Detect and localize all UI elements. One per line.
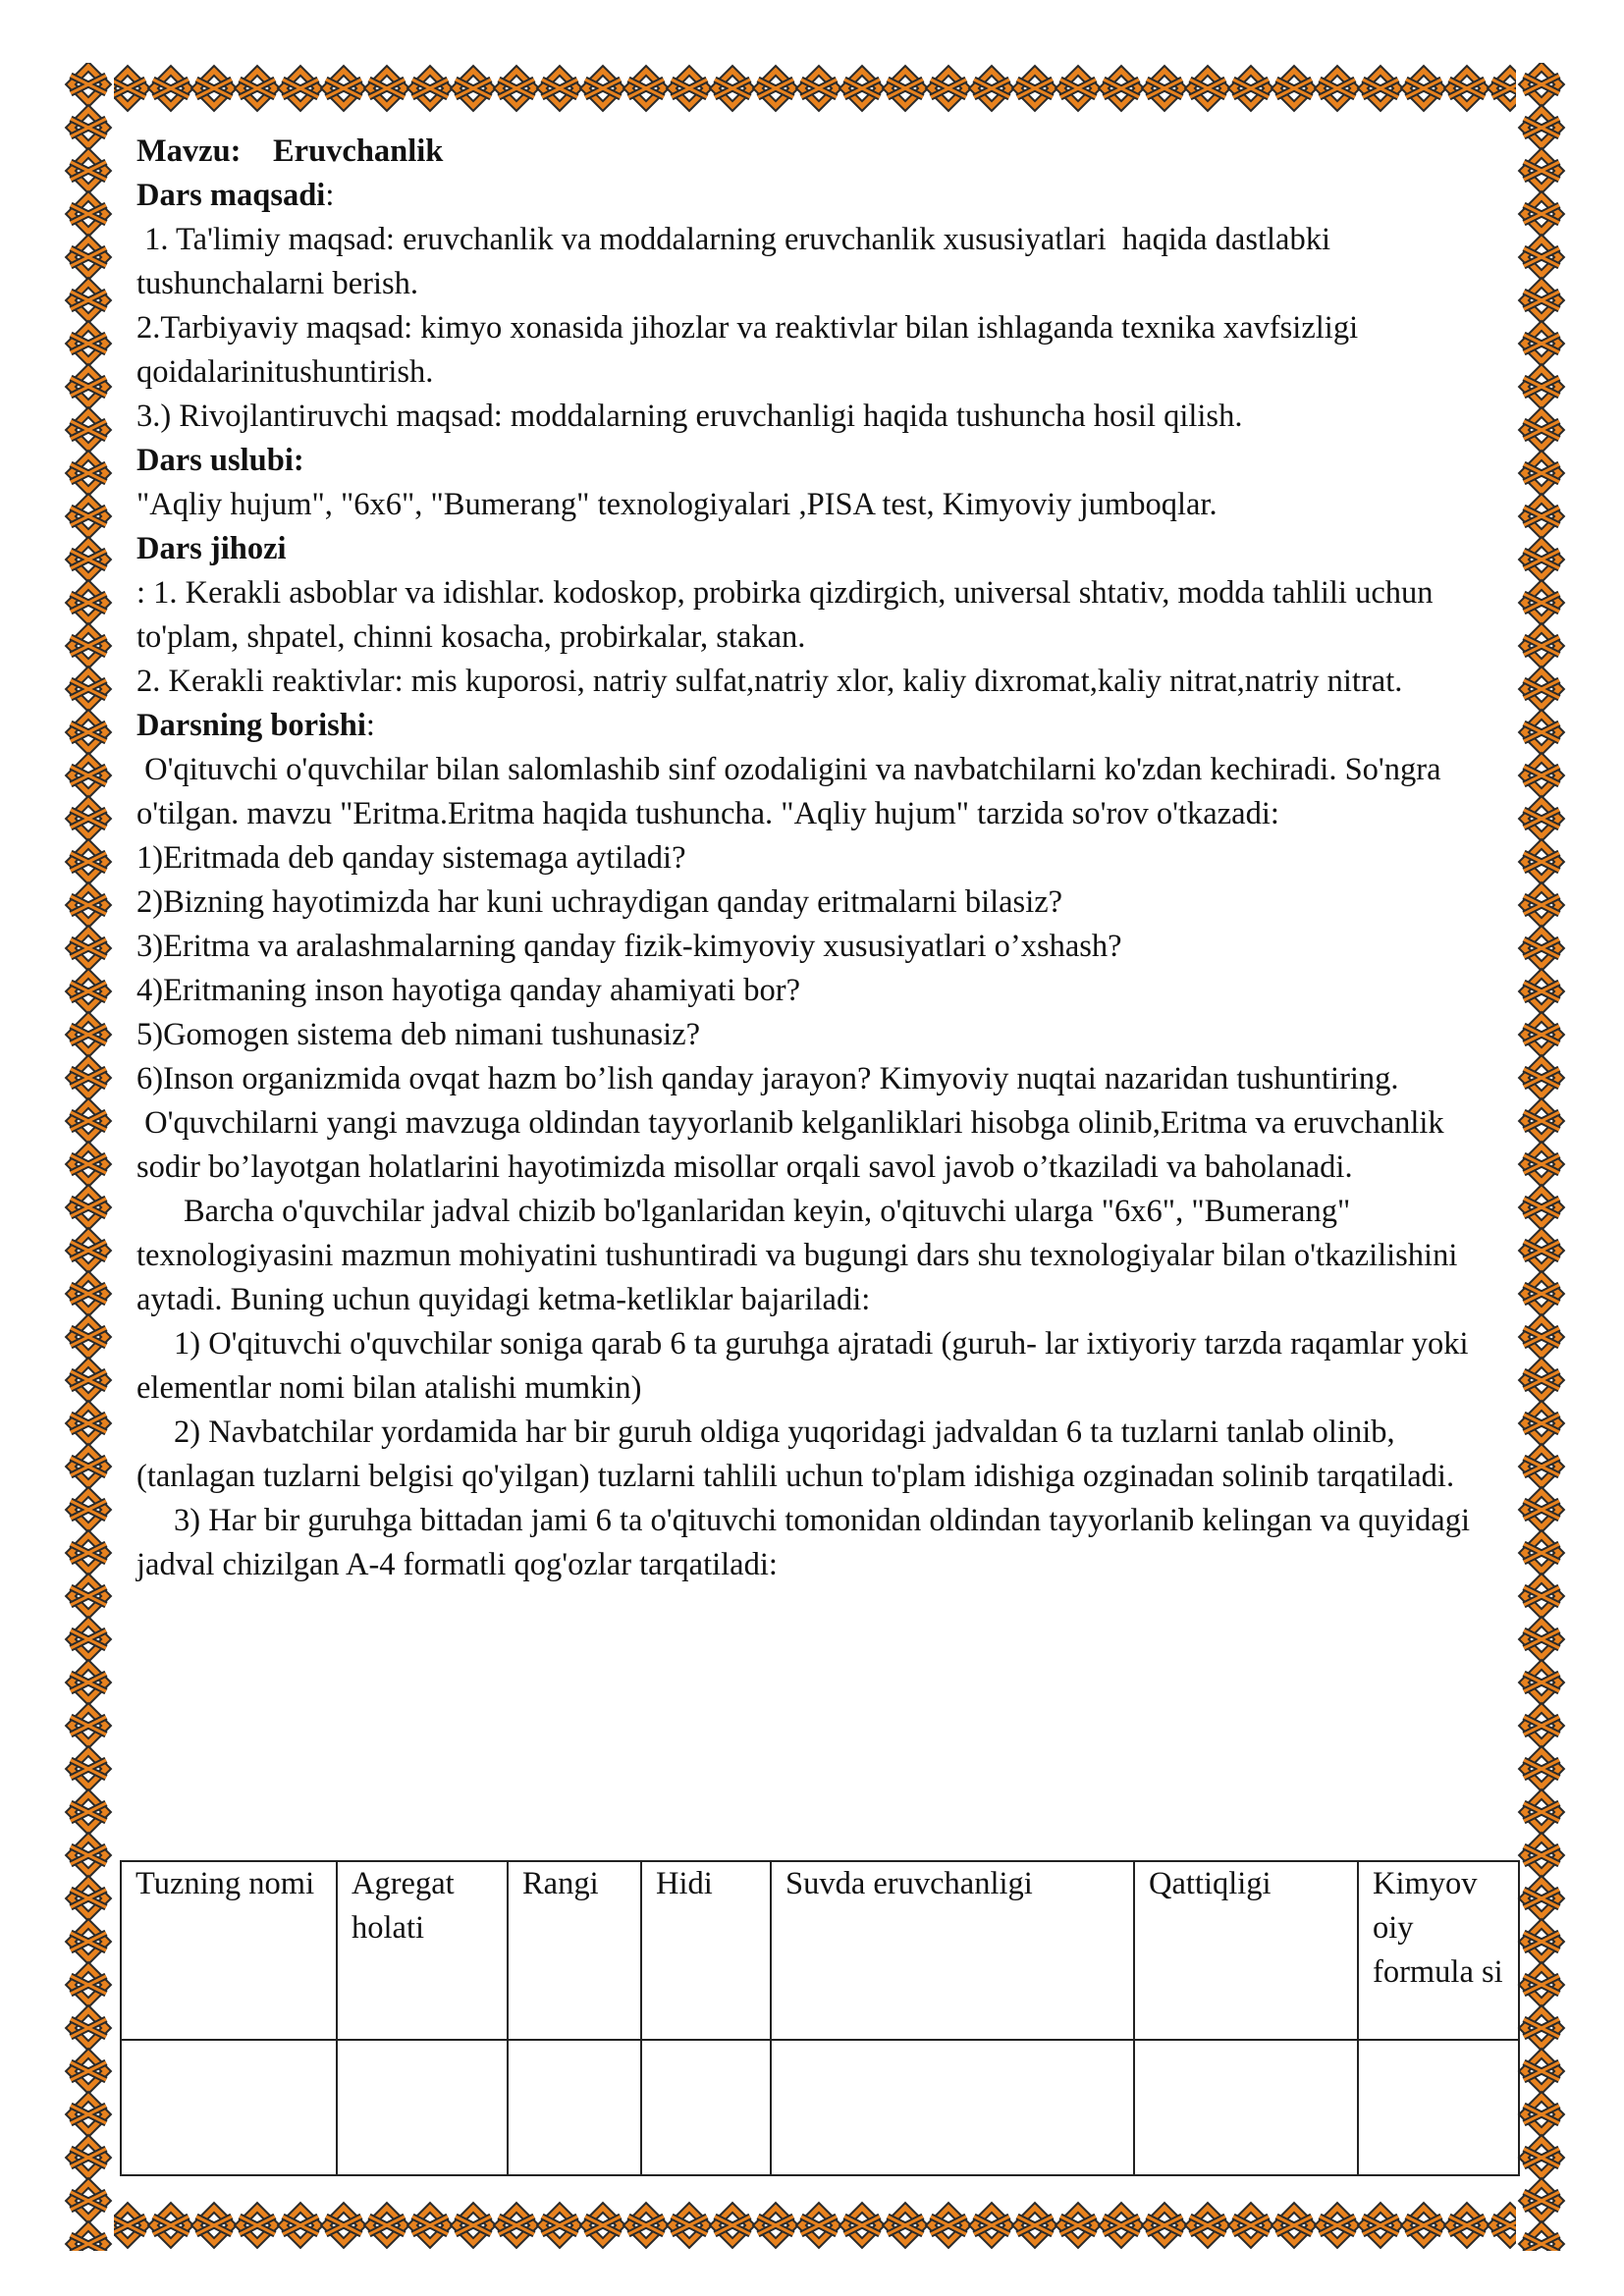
step-item: 3) Har bir guruhga bittadan jami 6 ta o'qituvchi tomonidan oldindan tayyorlanib kelingan va quyidagi jadval chizilgan A-4 formatli qog'ozlar tarqatiladi: [136, 1503, 1470, 1582]
lesson-plan-body [136, 130, 1511, 1587]
table-header-cell: Qattiqligi [1134, 1861, 1358, 2040]
table-cell-empty [121, 2040, 337, 2175]
table-header-cell: Hidi [641, 1861, 771, 2040]
worksheet-table [120, 1860, 1520, 2176]
equipment-reagents: 2. Kerakli reaktivlar: mis kuporosi, natriy sulfat,natriy xlor, kaliy dixromat,kaliy nitrat,natriy nitrat. [136, 664, 1403, 699]
knot-pattern-icon [63, 2200, 1567, 2251]
table-header-cell: Suvda eruvchanligi [771, 1861, 1134, 2040]
progress-intro: O'qituvchi o'quvchilar bilan salomlashib sinf ozodaligini va navbatchilarni ko'zdan kechiradi. So'ngra o'tilgan. mavzu "Eritma.Eritma haqida tushuncha. "Aqliy hujum" tarzida so'rov o'tkazadi: [136, 752, 1449, 831]
goal-developmental: 3.) Rivojlantiruvchi maqsad: moddalarning eruvchanligi haqida tushuncha hosil qilish. [136, 399, 1243, 434]
progress-heading: Darsning borishi [136, 708, 366, 743]
table-header-cell: Kimyov oiy formula si [1358, 1861, 1519, 2040]
goals-heading: Dars maqsadi [136, 178, 326, 213]
table-header-cell: Agregat holati [337, 1861, 508, 2040]
question-item: 2)Bizning hayotimizda har kuni uchraydigan qanday eritmalarni bilasiz? [136, 884, 1063, 920]
method-text: "Aqliy hujum", "6x6", "Bumerang" texnologiyalari ,PISA test, Kimyoviy jumboqlar. [136, 487, 1218, 522]
technology-paragraph: Barcha o'quvchilar jadval chizib bo'lganlaridan keyin, o'qituvchi ularga "6x6", "Bumerang" texnologiyasini mazmun mohiyatini tushuntiradi va bugungi dars shu texnologiyalar bilan o'tkazilishini aytadi. Buning uchun quyidagi ketma-ketliklar bajariladi: [136, 1194, 1458, 1317]
decorative-border-top [63, 63, 1567, 114]
equipment-heading: Dars jihozi [136, 531, 287, 566]
decorative-border-bottom [63, 2200, 1567, 2251]
goals-heading-colon: : [325, 178, 335, 213]
progress-heading-line [136, 704, 1511, 748]
step-item: 1) O'qituvchi o'quvchilar soniga qarab 6 ta guruhga ajratadi (guruh- lar ixtiyoriy tarzda raqamlar yoki elementlar nomi bilan atalishi mumkin) [136, 1326, 1469, 1406]
table-header-row [121, 1861, 1519, 2040]
goals-heading-line [136, 174, 1511, 218]
goal-upbringing: 2.Tarbiyaviy maqsad: kimyo xonasida jihozlar va reaktivlar bilan ishlaganda texnika xavfsizligi qoidalarinitushuntirish. [136, 310, 1359, 390]
table-cell-empty [508, 2040, 641, 2175]
topic-label: Mavzu: [136, 133, 242, 169]
table-cell-empty [771, 2040, 1134, 2175]
goal-educational: 1. Ta'limiy maqsad: eruvchanlik va moddalarning eruvchanlik xususiyatlari haqida dastlabki tushunchalarni berish. [136, 222, 1339, 301]
progress-heading-colon: : [365, 708, 375, 743]
topic-title: Eruvchanlik [273, 133, 444, 169]
table-cell-empty [337, 2040, 508, 2175]
table-cell-empty [641, 2040, 771, 2175]
table-header-cell: Rangi [508, 1861, 641, 2040]
question-item: 6)Inson organizmida ovqat hazm bo’lish qanday jarayon? Kimyoviy nuqtai nazaridan tushuntiring. [136, 1061, 1399, 1096]
topic-line [136, 130, 1511, 174]
question-item: 1)Eritmada deb qanday sistemaga aytiladi? [136, 840, 686, 876]
knot-pattern-icon [1516, 63, 1567, 2251]
table-header-cell: Tuzning nomi [121, 1861, 337, 2040]
question-item: 5)Gomogen sistema deb nimani tushunasiz? [136, 1017, 701, 1052]
decorative-border-right [1516, 63, 1567, 2251]
assessment-paragraph: O'quvchilarni yangi mavzuga oldindan tayyorlanib kelganliklari hisobga olinib,Eritma va eruvchanlik sodir bo’layotgan holatlarini hayotimizda misollar orqali savol javob o’tkaziladi va baholanadi. [136, 1105, 1452, 1185]
decorative-border-left [63, 63, 114, 2251]
question-item: 3)Eritma va aralashmalarning qanday fizik-kimyoviy xususiyatlari o’xshash? [136, 929, 1122, 964]
table-cell-empty [1134, 2040, 1358, 2175]
knot-pattern-icon [63, 63, 1567, 114]
table-row [121, 2040, 1519, 2175]
table-cell-empty [1358, 2040, 1519, 2175]
question-item: 4)Eritmaning inson hayotiga qanday ahamiyati bor? [136, 973, 800, 1008]
equipment-tools: : 1. Kerakli asboblar va idishlar. kodoskop, probirka qizdirgich, universal shtativ, modda tahlili uchun to'plam, shpatel, chinni kosacha, probirkalar, stakan. [136, 575, 1434, 655]
knot-pattern-icon [63, 63, 114, 2251]
step-item: 2) Navbatchilar yordamida har bir guruh oldiga yuqoridagi jadvaldan 6 ta tuzlarni tanlab olinib, (tanlagan tuzlarni belgisi qo'yilgan) tuzlarni tahlili uchun to'plam idishiga ozginadan solinib tarqatiladi. [136, 1415, 1455, 1494]
method-heading: Dars uslubi: [136, 443, 304, 478]
